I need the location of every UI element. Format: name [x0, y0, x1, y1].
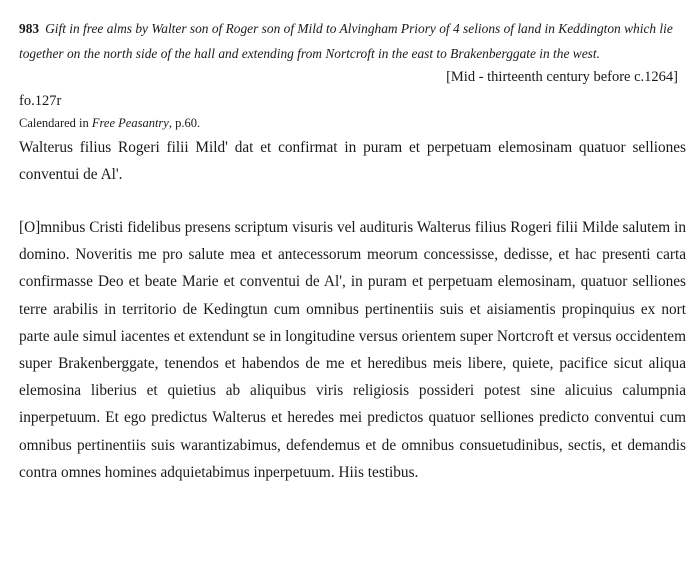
calendared-prefix: Calendared in	[19, 116, 92, 130]
entry-number: 983	[19, 21, 40, 36]
entry-date: [Mid - thirteenth century before c.1264]	[446, 69, 678, 85]
calendared-work: Free Peasantry	[91, 116, 169, 130]
folio-reference: fo.127r	[19, 93, 62, 109]
entry-title: Gift in free alms by Walter son of Roger son of Mild to Alvingham Priory of 4 selions of land in Keddington which lie together on the north side of the hall and extending from Nortcroft in the east to Brakenberggate in the west.	[19, 21, 673, 61]
entry-heading	[19, 16, 686, 66]
calendared-suffix: , p.60.	[168, 116, 201, 130]
calendared-note	[19, 112, 686, 134]
charter-text: [O]mnibus Cristi fidelibus presens scriptum visuris vel audituris Walterus filius Rogeri filii Milde salutem in domino. Noveritis me pro salute mea et antecessorum meorum concessisse, dedisse, et hac presenti carta confirmasse Deo et beate Marie et conventui de Al', in puram et perpetuam elemosinam, quatuor selliones terre arabilis in territorio de Kedingtun cum omnibus pertinentiis suis et aisiamentis propinquius ex nort parte aule simul iacentes et extendunt se in longitudine versus orientem super Nortcroft et versus occidentem super Brakenberggate, tenendos et habendos de me et heredibus meis libere, quiete, pacifice sicut aliqua elemosina liberius et quietius ab aliquibus viris religiosis possideri potest sine alicuius calumpnia inperpetuum. Et ego predictus Walterus et heredes mei predictos quatuor selliones predicto conventui cum omnibus pertinentiis suis warantizabimus, defendemus et de omnibus consuetudinibus, sectis, et demandis contra omnes homines adquietabimus inperpetuum. Hiis testibus.	[19, 219, 686, 481]
summary-text: Walterus filius Rogeri filii Mild' dat et confirmat in puram et perpetuam elemosinam quatuor selliones conventui de Al'.	[19, 139, 686, 183]
